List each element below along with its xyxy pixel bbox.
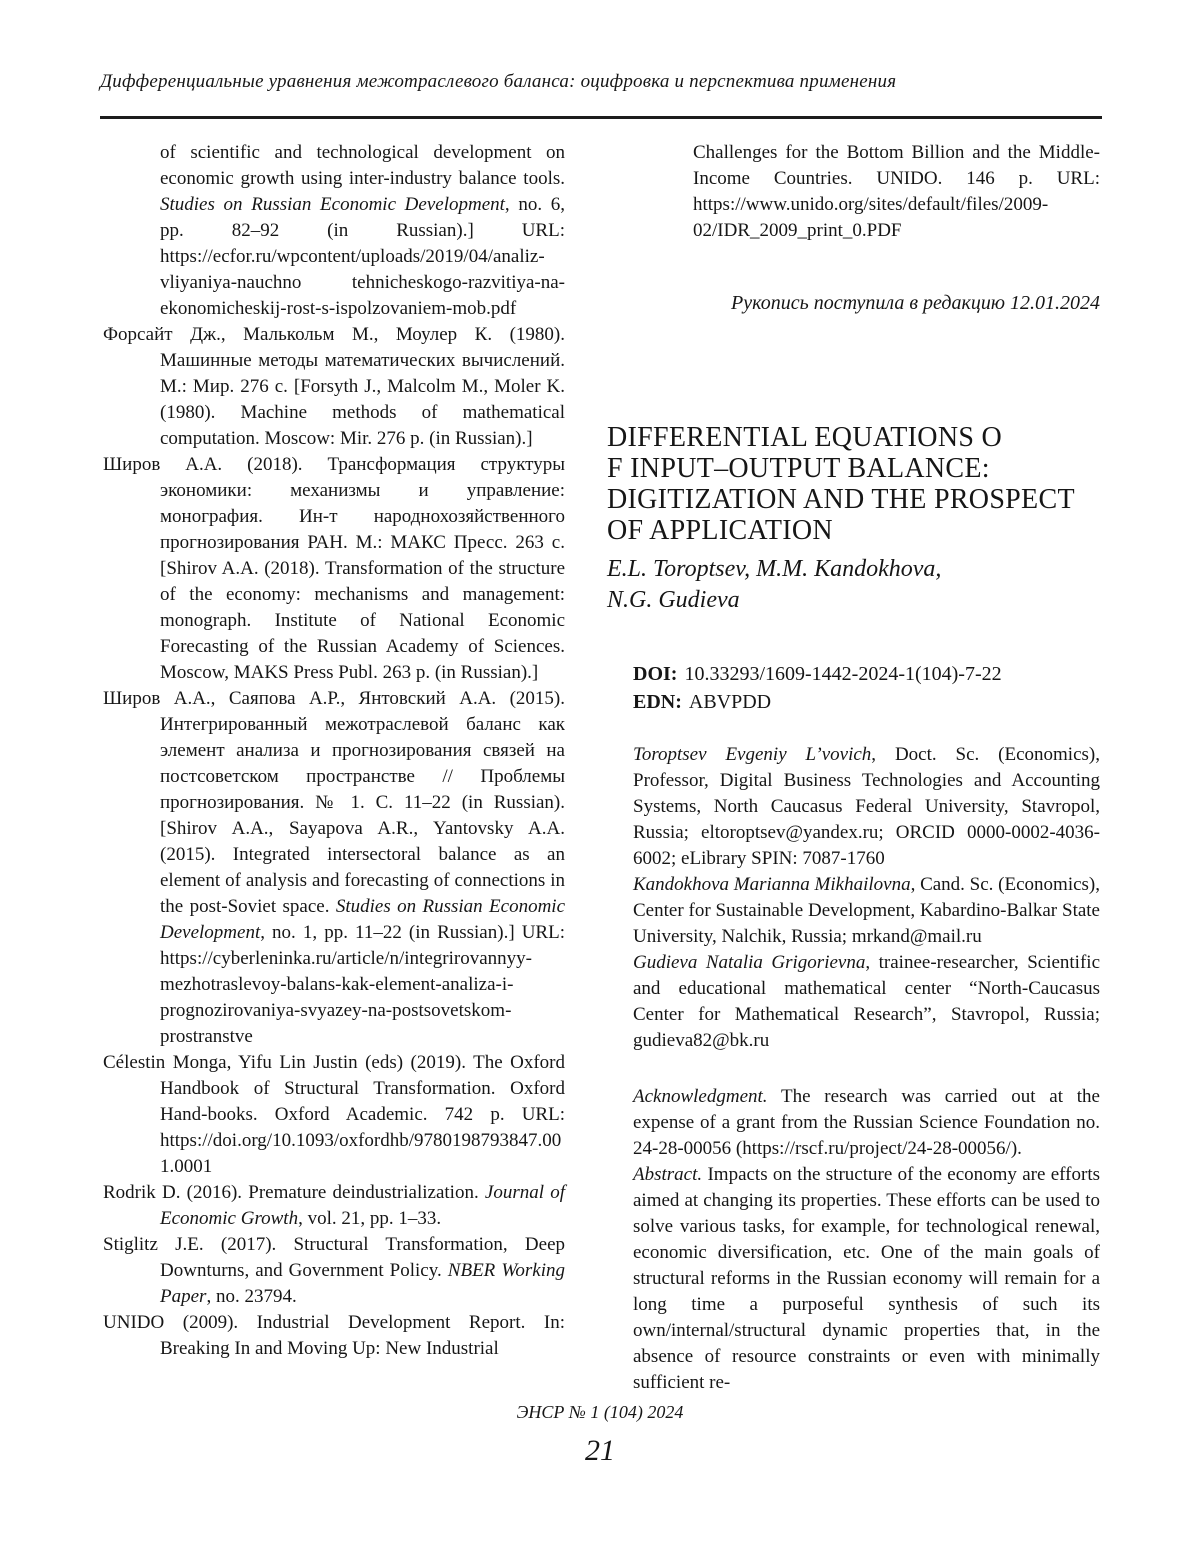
text-run: , no. 1, pp. 11–22 (in Russian).] URL: https://cyberleninka.ru/article/n/integrirovannyy-mezhotraslevoy-balans-kak-element-analiza-i-prognozirovaniya-svyazey-na-postsovetskom-prostranstve (160, 922, 565, 1047)
text-run: , vol. 21, pp. 1–33. (298, 1208, 442, 1229)
italic-run: Kandokhova Marianna Mikhailovna (633, 874, 911, 895)
italic-run: NBER Working Paper (160, 1260, 566, 1307)
text-run: Широв А.А., Саяпова А.Р., Янтовский А.А. (2015). Интегрированный межотраслевой баланс как элемент анализа и прогнозирования связей на постсоветском пространстве // Проблемы прогнозирования. № 1. С. 11–22 (in Russian). [Shirov A.A., Sayapova A.R., Yantovsky A.A. (2015). Integrated intersectoral balance as an element of analysis and forecasting of connections in the post-Soviet space. (103, 688, 565, 917)
acknowledgment-paragraph (633, 1084, 1100, 1162)
article-identifiers (607, 660, 1100, 716)
reference-entry (103, 452, 565, 686)
edn-row (633, 688, 1100, 716)
reference-entry (103, 322, 565, 452)
abstract-block (607, 1084, 1100, 1396)
text-run: , Cand. Sc. (Economics), Center for Sustainable Development, Kabardino-Balkar State University, Nalchik, Russia; mrkand@mail.ru (633, 874, 1101, 947)
author-bios (607, 742, 1100, 1054)
text-run: , trainee-researcher, Scientific and educational mathematical center “North-Caucasus Center for Mathematical Research”, Stavropol, Russia; gudieva82@bk.ru (633, 952, 1100, 1051)
reference-entry (103, 1050, 565, 1180)
reference-entry (103, 1310, 565, 1362)
author-bio (633, 950, 1100, 1054)
author-bio (633, 872, 1100, 950)
manuscript-received-note: Рукопись поступила в редакцию 12.01.2024 (731, 292, 1100, 314)
reference-entry (103, 686, 565, 1050)
italic-run: Abstract. (633, 1164, 703, 1185)
doi-value: 10.33293/1609-1442-2024-1(104)-7-22 (684, 663, 1002, 685)
article-authors: E.L. Toroptsev, M.M. Kandokhova, N.G. Gudieva (607, 556, 942, 613)
text-run: of scientific and technological development on economic growth using inter-industry balance tools. (160, 142, 565, 189)
references-column (103, 140, 565, 1362)
article-title: DIFFERENTIAL EQUATIONS O F INPUT–OUTPUT BALANCE: DIGITIZATION AND THE PROSPECT OF APPLICATION (607, 422, 1075, 546)
abstract-paragraph (633, 1162, 1100, 1396)
text-run: , no. 23794. (206, 1286, 297, 1307)
text-run: Форсайт Дж., Малькольм М., Моулер К. (1980). Машинные методы математических вычислений. М.: Мир. 276 с. [Forsyth J., Malcolm M., Moler K. (1980). Machine methods of mathematical computation. Moscow: Mir. 276 p. (in Russian).] (103, 324, 565, 449)
reference-entry (103, 140, 565, 322)
doi-label: DOI: (633, 663, 678, 685)
header-rule (100, 116, 1102, 119)
italic-run: Gudieva Natalia Grigorievna (633, 952, 866, 973)
text-run: Stiglitz J.E. (2017). Structural Transformation, Deep Downturns, and Government Policy. (103, 1234, 565, 1281)
text-run: , Doct. Sc. (Economics), Professor, Digital Business Technologies and Accounting Systems, North Caucasus Federal University, Stavropol, Russia; eltoroptsev@yandex.ru; ORCID 0000-0002-4036-6002; eLibrary SPIN: 7087-1760 (633, 744, 1100, 869)
page-number: 21 (585, 1434, 615, 1467)
text-run: Célestin Monga, Yifu Lin Justin (eds) (2019). The Oxford Handbook of Structural Transformation. Oxford Hand-books. Oxford Academic. 742 p. URL: https://doi.org/10.1093/oxfordhb/9780198793847.001.0001 (103, 1052, 565, 1177)
text-run: UNIDO (2009). Industrial Development Report. In: Breaking In and Moving Up: New Industrial (103, 1312, 565, 1359)
italic-run: Acknowledgment. (633, 1086, 768, 1107)
italic-run: Journal of Economic Growth (160, 1182, 565, 1229)
reference-continuation (607, 140, 1100, 244)
text-run: Rodrik D. (2016). Premature deindustrialization. (103, 1182, 485, 1203)
italic-run: Toroptsev Evgeniy L’vovich (633, 744, 872, 765)
doi-row (633, 660, 1100, 688)
reference-entry (103, 1232, 565, 1310)
article-column (607, 140, 1100, 1396)
edn-label: EDN: (633, 691, 682, 713)
text-run: , no. 6, pp. 82–92 (in Russian).] URL: https://ecfor.ru/wpcontent/uploads/2019/04/analiz-vliyaniya-nauchno tehnicheskogo-razvitiya-na-ekonomicheskij-rost-s-ispolzovaniem-mob.pdf (160, 194, 565, 319)
journal-issue-line: ЭНСР № 1 (104) 2024 (516, 1402, 684, 1422)
edn-value: ABVPDD (688, 691, 772, 713)
italic-run: Studies on Russian Economic Development (160, 896, 565, 943)
text-run: Impacts on the structure of the economy are efforts aimed at changing its properties. These efforts can be used to solve various tasks, for example, for technological renewal, economic diversification, etc. One of the main goals of structural reforms in the Russian economy will remain for a long time a purposeful synthesis of such its own/internal/structural dynamic properties that, in the absence of resource constraints or even with minimally sufficient re- (633, 1164, 1100, 1393)
text-run: Challenges for the Bottom Billion and the Middle-Income Countries. UNIDO. 146 p. URL: https://www.unido.org/sites/default/files/2009-02/IDR_2009_print_0.PDF (693, 142, 1100, 241)
italic-run: Studies on Russian Economic Development (160, 194, 505, 215)
text-run: The research was carried out at the expense of a grant from the Russian Science Foundation no. 24-28-00056 (https://rscf.ru/project/24-28-00056/). (633, 1086, 1100, 1159)
reference-entry (103, 1180, 565, 1232)
running-head: Дифференциальные уравнения межотраслевого баланса: оцифровка и перспектива применения (100, 71, 897, 92)
author-bio (633, 742, 1100, 872)
text-run: Широв А.А. (2018). Трансформация структуры экономики: механизмы и управление: монография. Ин-т народнохозяйственного прогнозирования РАН. М.: МАКС Пресс. 263 с. [Shirov A.A. (2018). Transformation of the structure of the economy: mechanisms and management: monograph. Institute of National Economic Forecasting of the Russian Academy of Sciences. Moscow, MAKS Press Publ. 263 p. (in Russian).] (103, 454, 565, 683)
